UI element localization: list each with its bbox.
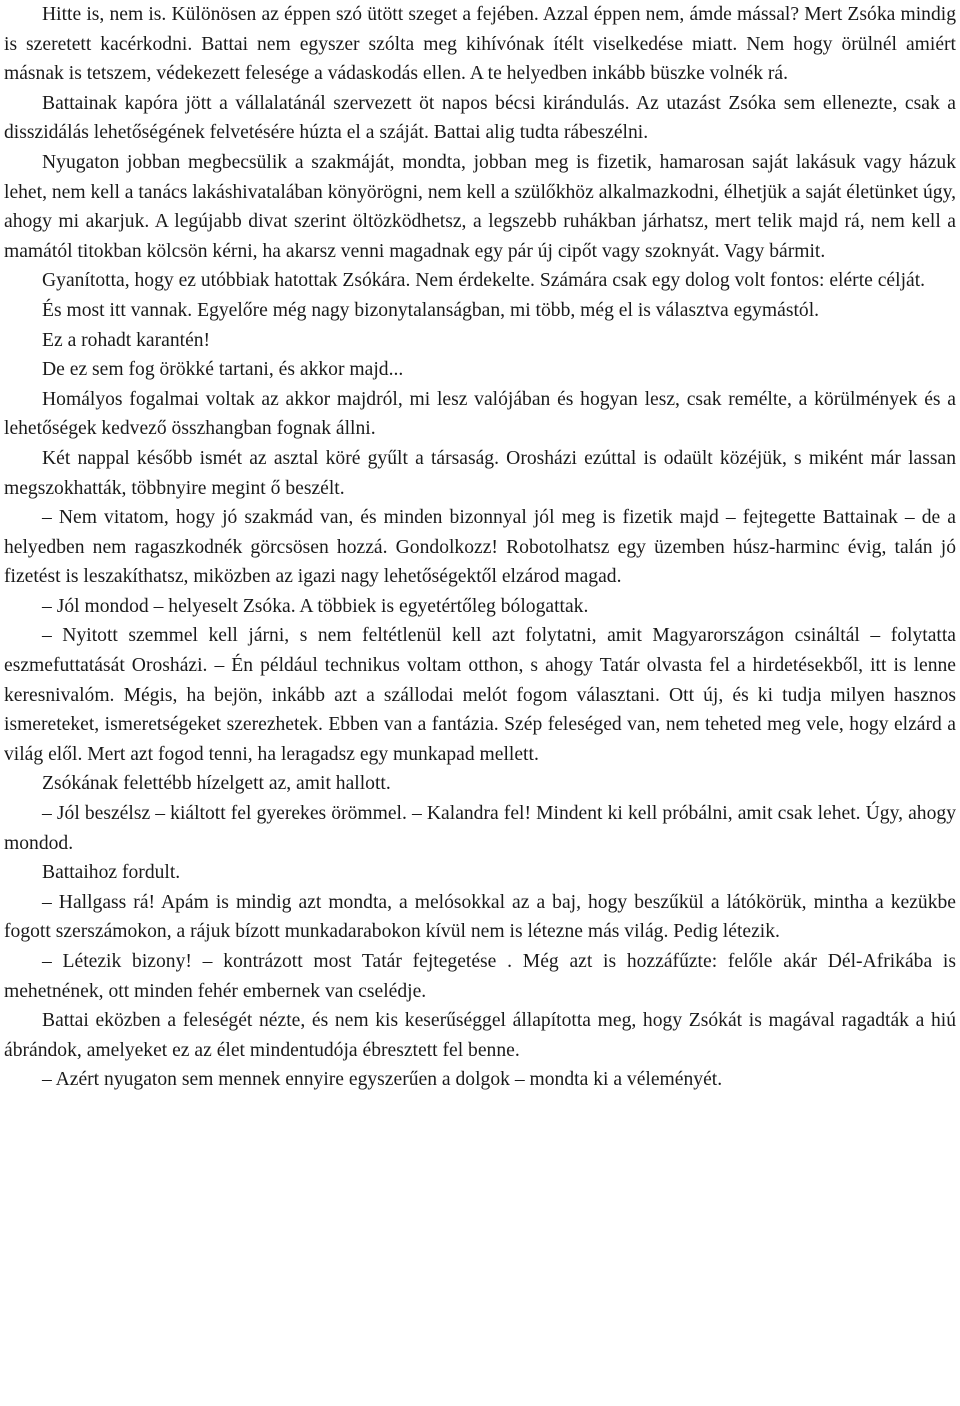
paragraph: Hitte is, nem is. Különösen az éppen szó ütött szeget a fejében. Azzal éppen nem, ámde mással? Mert Zsóka mindig is szeretett kacérkodni. Battai nem egyszer szólta meg kihívónak ítélt viselkedése miatt. Nem hogy örülnél amiért másnak is tetszem, védekezett felesége a vádaskodás ellen. A te helyedben inkább büszke volnék rá. <box>4 4 956 85</box>
dialogue-paragraph: – Nem vitatom, hogy jó szakmád van, és minden bizonnyal jól meg is fizetik majd – fejtegette Battainak – de a helyedben nem ragaszkodnék görcsösen hozzá. Gondolkozz! Robotolhatsz egy üzemben húsz-harminc évig, talán jó fizetést is leszakíthatsz, miközben az igazi nagy lehetőségektől elzárod magad. <box>4 507 956 588</box>
dialogue-paragraph: – Jól beszélsz – kiáltott fel gyerekes örömmel. – Kalandra fel! Mindent ki kell próbálni, amit csak lehet. Úgy, ahogy mondod. <box>4 803 956 854</box>
paragraph: De ez sem fog örökké tartani, és akkor majd... <box>42 359 404 381</box>
dialogue-paragraph: – Hallgass rá! Apám is mindig azt mondta, a melósokkal az a baj, hogy beszűkül a látókörük, mintha a kezükbe fogott szerszámokon, a rájuk bízott munkadarabokon kívül nem is létezne más világ. Pedig létezik. <box>4 891 956 943</box>
paragraph: Két nappal később ismét az asztal köré gyűlt a társaság. Orosházi ezúttal is odaült közéjük, s miként már lassan megszokhatták, többnyire megint ő beszélt. <box>4 447 956 499</box>
paragraph: Battainak kapóra jött a vállalatánál szervezett öt napos bécsi kirándulás. Az utazást Zsóka sem ellenezte, csak a disszidálás lehetőségének felvetésére húzta el a száját. Battai alig tudta rábeszélni. <box>4 92 956 144</box>
paragraph: Gyanította, hogy ez utóbbiak hatottak Zsókára. Nem érdekelte. Számára csak egy dolog volt fontos: elérte célját. <box>42 270 926 292</box>
paragraph: Homályos fogalmai voltak az akkor majdról, mi lesz valójában és hogyan lesz, csak remélte, a körülmények és a lehetőségek kedvező összhangban fognak állni. <box>4 388 956 440</box>
paragraph: És most itt vannak. Egyelőre még nagy bizonytalanságban, mi több, még el is választva egymástól. <box>42 299 820 321</box>
paragraph: Battai eközben a feleségét nézte, és nem kis keserűséggel állapította meg, hogy Zsókát is magával ragadták a hiú ábrándok, amelyeket ez az élet mindentudója ébresztett fel benne. <box>4 1010 956 1061</box>
dialogue-paragraph: – Azért nyugaton sem mennek ennyire egyszerűen a dolgok – mondta ki a véleményét. <box>42 1069 723 1091</box>
dialogue-paragraph: – Létezik bizony! – kontrázott most Tatár fejtegetése . Még azt is hozzáfűzte: felőle akár Dél-Afrikába is mehetnének, ott minden fehér embernek van cselédje. <box>4 951 956 1002</box>
paragraph: Nyugaton jobban megbecsülik a szakmáját, mondta, jobban meg is fizetik, hamarosan saját lakásuk vagy házuk lehet, nem kell a tanács lakáshivatalában könyörögni, nem kell a szülőkhöz alkalmazkodni, élhetjük a saját életünket úgy, ahogy mi akarjuk. A legújabb divat szerint öltözködhetsz, a legszebb ruhákban járhatsz, mert telik majd rá, nem kell a mamától titokban kölcsön kérni, ha akarsz venni magadnak egy pár új cipőt vagy szoknyát. Vagy bármit. <box>4 151 956 262</box>
paragraph: Ez a rohadt karantén! <box>42 329 211 351</box>
paragraph: Battaihoz fordult. <box>42 862 181 884</box>
dialogue-paragraph: – Jól mondod – helyeselt Zsóka. A többiek is egyetértőleg bólogattak. <box>42 595 589 617</box>
paragraph: Zsókának felettébb hízelgett az, amit hallott. <box>42 773 391 795</box>
dialogue-paragraph: – Nyitott szemmel kell járni, s nem feltétlenül kell azt folytatni, amit Magyarországon csináltál – folytatta eszmefuttatását Orosházi. – Én például technikus voltam otthon, s ahogy Tatár olvasta fel a hirdetésekből, itt is lenne keresnivalóm. Mégis, ha bejön, inkább azt a szállodai melót fogom választani. Ott új, és ki tudja milyen hasznos ismereteket, ismeretségeket szerezhetek. Ebben van a fantázia. Szép feleséged van, nem teheted meg vele, hogy elzárd a világ elől. Mert azt fogod tenni, ha leragadsz egy munkapad mellett. <box>4 625 956 765</box>
